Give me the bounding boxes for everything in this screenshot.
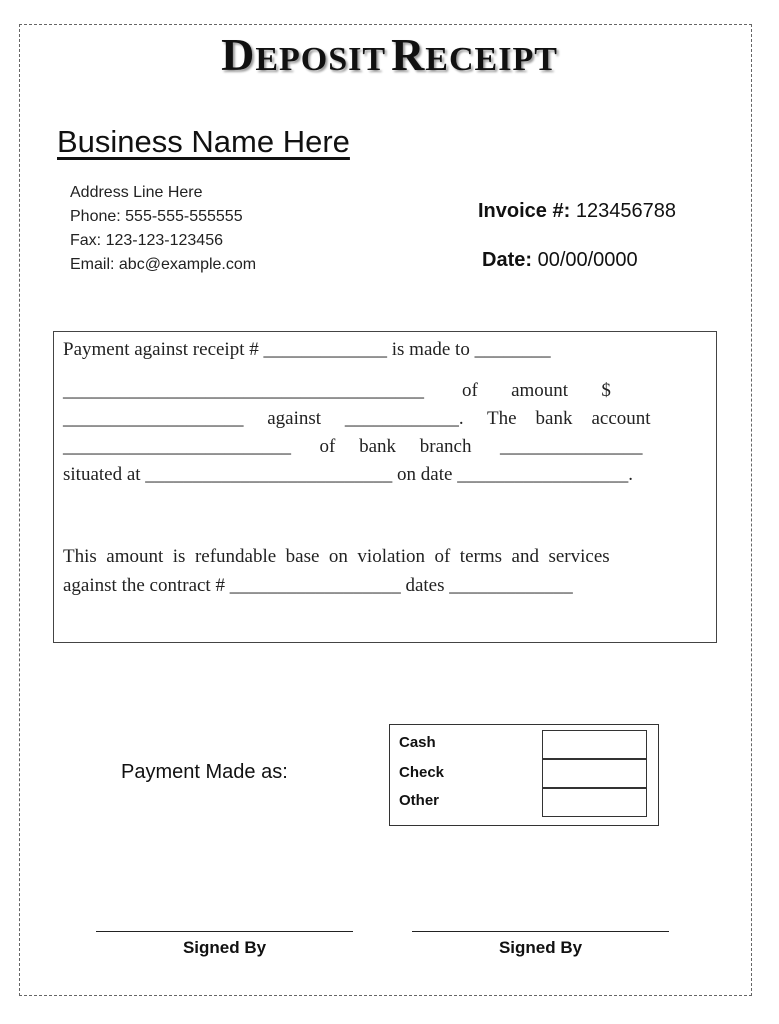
invoice-label: Invoice #: — [478, 200, 571, 222]
date-label: Date: — [482, 249, 533, 271]
signed-by-label-left: Signed By — [182, 938, 267, 957]
other-checkbox[interactable] — [542, 788, 647, 817]
date-value: 00/00/0000 — [537, 249, 638, 271]
refund-text-line: against the contract # __________________ dates _____________ — [63, 575, 573, 596]
receipt-text-line: situated at __________________________ on date __________________. — [63, 464, 633, 485]
signed-by-label-right: Signed By — [498, 938, 583, 957]
fax-line: Fax: 123-123-123456 — [70, 232, 223, 249]
receipt-text-line: Payment against receipt # _____________ is made to ________ — [63, 339, 551, 360]
phone-line: Phone: 555-555-555555 — [70, 208, 243, 225]
invoice-value: 123456788 — [575, 200, 676, 222]
address-line: Address Line Here — [70, 184, 203, 201]
receipt-text-line: ___________________ against ____________. The bank account — [63, 408, 651, 429]
cash-checkbox[interactable] — [542, 730, 647, 759]
receipt-date — [482, 249, 638, 272]
receipt-text-line: ________________________ of bank branch _______________ — [63, 436, 643, 457]
business-contact-block — [70, 181, 256, 277]
other-option-label: Other — [399, 792, 440, 809]
check-option-label: Check — [399, 764, 445, 781]
signature-line-left[interactable] — [96, 931, 353, 932]
receipt-text-line: ______________________________________ of amount $ — [63, 380, 611, 401]
payment-method-label: Payment Made as: — [121, 761, 288, 783]
cash-option-label: Cash — [399, 734, 436, 751]
email-line: Email: abc@example.com — [70, 256, 257, 273]
business-name: Business Name Here — [57, 124, 350, 159]
document-title: DEPOSIT RECEIPT — [221, 29, 558, 80]
check-checkbox[interactable] — [542, 759, 647, 788]
invoice-number — [478, 200, 676, 223]
refund-text-line: This amount is refundable base on violation of terms and services — [63, 546, 610, 567]
signature-line-right[interactable] — [412, 931, 669, 932]
